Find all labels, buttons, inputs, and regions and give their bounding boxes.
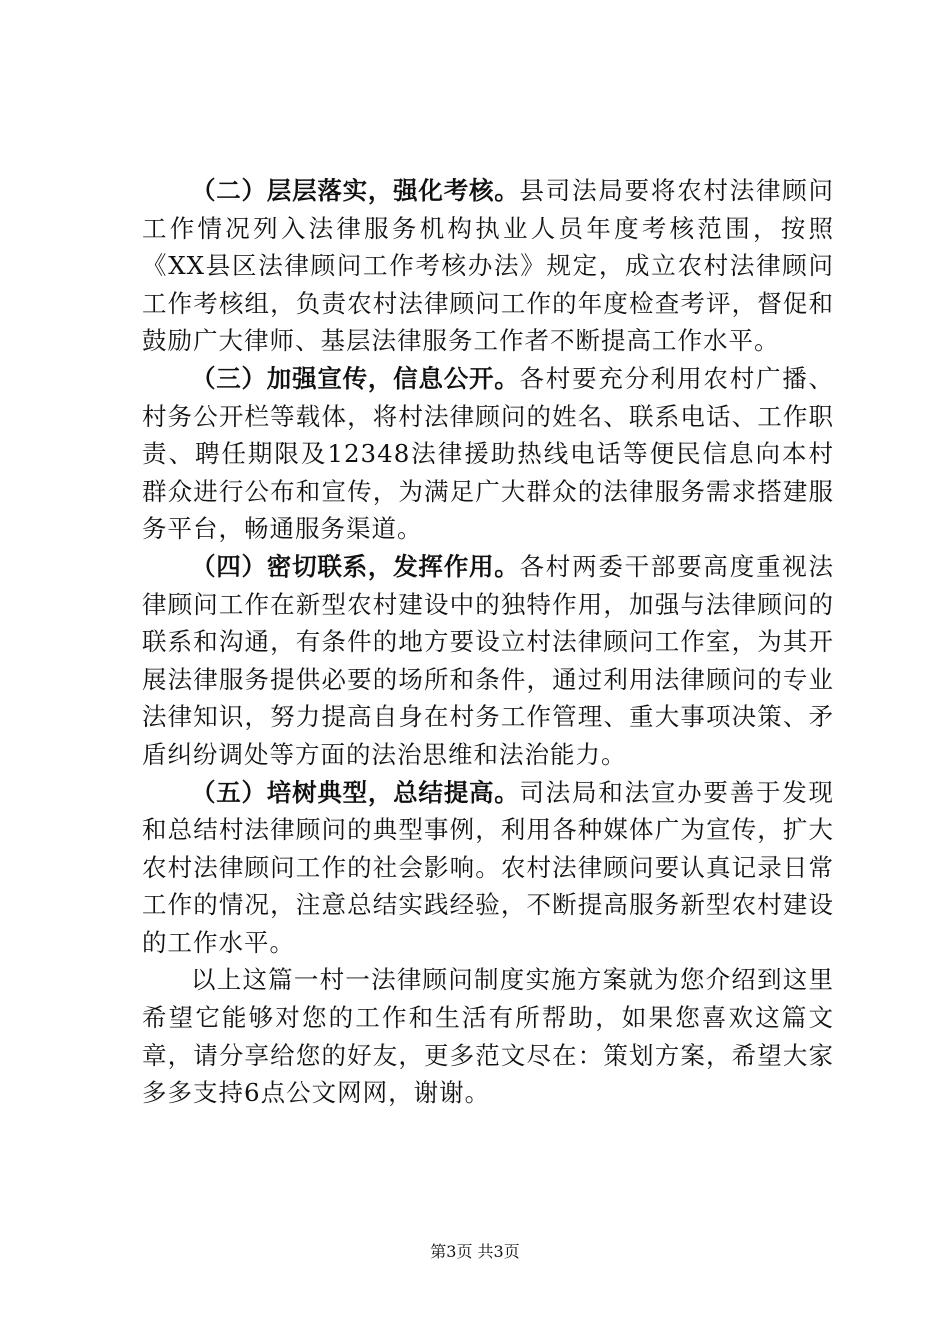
paragraph-5 [142,774,834,962]
page-number-footer: 第3页 共3页 [430,1242,520,1261]
paragraph-text: 县司法局要将农村法律顾问工作情况列入法律服务机构执业人员年度考核范围，按照《XX县区法律顾问工作考核办法》规定，成立农村法律顾问工作考核组，负责农村法律顾问工作的年度检查考评，督促和鼓励广大律师、基层法律服务工作者不断提高工作水平。 [142,176,835,356]
paragraph-heading: （二）层层落实，强化考核。 [191,176,520,205]
paragraph-text: 司法局和法宣办要善于发现和总结村法律顾问的典型事例，利用各种媒体广为宣传，扩大农村法律顾问工作的社会影响。农村法律顾问要认真记录日常工作的情况，注意总结实践经验，不断提高服务新型农村建设的工作水平。 [142,777,835,957]
paragraph-text: 各村两委干部要高度重视法律顾问工作在新型农村建设中的独特作用，加强与法律顾问的联系和沟通，有条件的地方要设立村法律顾问工作室，为其开展法律服务提供必要的场所和条件，通过利用法律顾问的专业法律知识，努力提高自身在村务工作管理、重大事项决策、矛盾纠纷调处等方面的法治思维和法治能力。 [142,551,835,769]
paragraph-3 [142,360,834,548]
paragraph-4 [142,548,834,774]
paragraph-heading: （四）密切联系，发挥作用。 [191,551,520,581]
closing-paragraph: 以上这篇一村一法律顾问制度实施方案就为您介绍到这里希望它能够对您的工作和生活有所帮助，如果您喜欢这篇文章，请分享给您的好友，更多范文尽在：策划方案，希望大家多多支持6点公文网网，谢谢。 [142,965,834,1108]
paragraph-heading: （三）加强宣传，信息公开。 [191,363,520,393]
paragraph-heading: （五）培树典型，总结提高。 [191,777,520,807]
document-body [142,172,834,1112]
paragraph-text: 各村要充分利用农村广播、村务公开栏等载体，将村法律顾问的姓名、联系电话、工作职责、聘任期限及12348法律援助热线电话等便民信息向本村群众进行公布和宣传，为满足广大群众的法律服务需求搭建服务平台，畅通服务渠道。 [142,363,835,544]
paragraph-2 [142,172,834,360]
